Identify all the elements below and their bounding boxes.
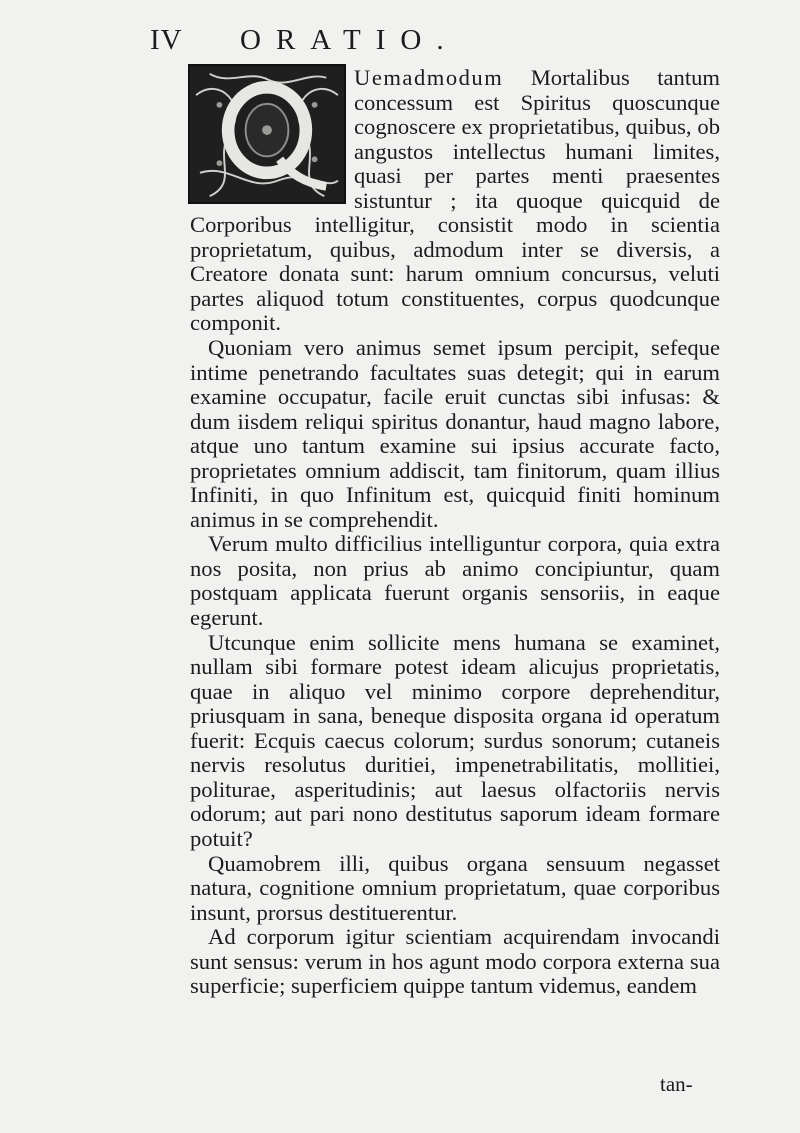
- page-header: [150, 24, 730, 64]
- page-number: IV: [150, 24, 183, 56]
- paragraph-text: Mortalibus tantum concessum est Spiritus quoscunque cognoscere ex proprietatibus, quibus, ob angustos intellectus humani limites, quasi per partes menti praesentes sistuntur ; ita quoque quicquid de Corporibus intelligitur, consistit modo in scientia proprietatum, quibus, admodum inter se diversis, a Creatore donata sunt: harum omnium concursus, veluti partes aliquod totum constituentes, corpus quodcunque componit.: [190, 65, 720, 336]
- running-title: ORATIO.: [240, 24, 459, 56]
- paragraph-2: Quoniam vero animus semet ipsum percipit, sefeque intime penetrando facultates suas detegit; qui in earum examine occupatur, facile eruit cunctas sibi infusas: & dum iisdem reliqui spiritus donantur, haud magno labore, atque uno tantum examine sui ipsius accurate facto, proprietates omnium addiscit, tam finitorum, quam illius Infiniti, in quo Infinitum est, quicquid finiti hominum animus in se comprehendit.: [190, 335, 720, 532]
- paragraph-6: Ad corporum igitur scientiam acquirendam invocandi sunt sensus: verum in hos agunt modo corpora externa sua superficie; superficiem quippe tantum videmus, eandem: [190, 924, 720, 999]
- initial-spacer: [190, 66, 354, 212]
- body-text: [190, 66, 720, 999]
- paragraph-3: Verum multo difficilius intelliguntur corpora, quia extra nos posita, non prius ab animo concipiuntur, quam postquam applicata fuerunt organis sensoriis, in eaque egerunt.: [190, 531, 720, 631]
- paragraph-lead: Uemadmodum: [354, 65, 504, 90]
- catchword: tan-: [660, 1072, 693, 1096]
- paragraph-4: Utcunque enim sollicite mens humana se examinet, nullam sibi formare potest ideam alicujus proprietatis, quae in aliquo vel minimo corpore deprehenditur, priusquam in sana, beneque disposita organa id operatum fuerit: Ecquis caecus colorum; surdus sonorum; cutaneis nervis resolutus duritiei, impenetrabilitatis, mollitiei, politurae, asperitudinis; aut laesus olfactoriis nervis odorum; aut pari nono destitutus saporum ideam formare potuit?: [190, 629, 720, 851]
- paragraph-5: Quamobrem illi, quibus organa sensuum negasset natura, cognitione omnium proprietatum, quae corporibus insunt, prorsus destituerentur.: [190, 850, 720, 925]
